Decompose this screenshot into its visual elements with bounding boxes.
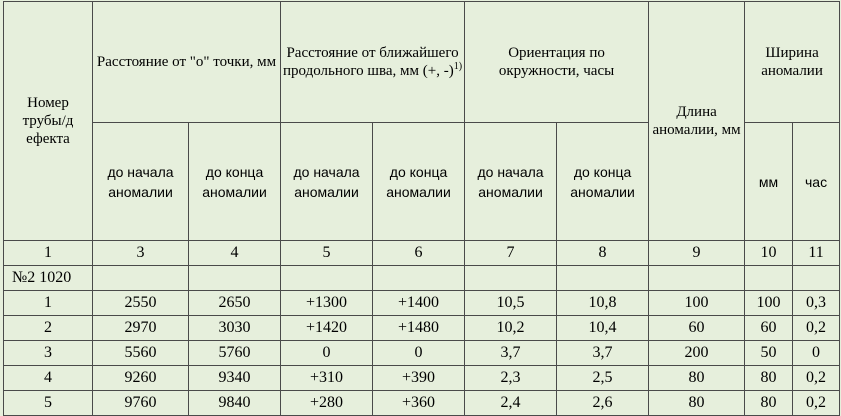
header-orientation: Ориентация по окружности, часы	[465, 2, 649, 123]
table-cell: 3	[4, 341, 93, 366]
table-cell: +1300	[281, 291, 373, 316]
column-number: 1	[4, 241, 93, 266]
table-cell: 10,2	[465, 316, 557, 341]
column-number: 10	[745, 241, 793, 266]
header-width: Ширина аномалии	[745, 2, 840, 123]
column-number-row	[4, 241, 840, 266]
sub-width-hour: час	[793, 123, 840, 241]
table-cell: 2550	[93, 291, 189, 316]
column-number: 11	[793, 241, 840, 266]
table-cell: 0,2	[793, 391, 840, 416]
column-number: 9	[649, 241, 745, 266]
table-cell: 200	[649, 341, 745, 366]
table-cell: 0	[281, 341, 373, 366]
table-row	[4, 291, 840, 316]
table-cell: 5560	[93, 341, 189, 366]
table-cell: 5	[4, 391, 93, 416]
column-number: 8	[557, 241, 649, 266]
table-cell: 9760	[93, 391, 189, 416]
table-row	[4, 391, 840, 416]
table-row	[4, 366, 840, 391]
section-row	[4, 266, 840, 291]
table-cell: 9840	[189, 391, 281, 416]
header-distance-o: Расстояние от "о" точки, мм	[93, 2, 281, 123]
table-cell: 2,5	[557, 366, 649, 391]
table-cell: 80	[649, 366, 745, 391]
table-cell: 5760	[189, 341, 281, 366]
column-number: 7	[465, 241, 557, 266]
data-rows	[4, 291, 840, 416]
column-number: 3	[93, 241, 189, 266]
table-cell: +1420	[281, 316, 373, 341]
header-row	[4, 2, 840, 123]
table-cell: 0,2	[793, 316, 840, 341]
anomaly-table	[3, 1, 840, 416]
table-cell: 1	[4, 291, 93, 316]
sub-width-mm: мм	[745, 123, 793, 241]
table-cell: 0,3	[793, 291, 840, 316]
column-number: 4	[189, 241, 281, 266]
header-length: Длина аномалии, мм	[649, 2, 745, 241]
table-cell: 80	[745, 366, 793, 391]
table-cell: 2,3	[465, 366, 557, 391]
table-cell: 2970	[93, 316, 189, 341]
sub-end-seam: до конца аномалии	[373, 123, 465, 241]
table-cell: +1400	[373, 291, 465, 316]
table-cell: 2650	[189, 291, 281, 316]
table-cell: 2,4	[465, 391, 557, 416]
table-cell: 100	[745, 291, 793, 316]
header-distance-seam	[281, 2, 465, 123]
sub-end-distance: до конца аномалии	[189, 123, 281, 241]
table-cell: +360	[373, 391, 465, 416]
table-cell: 2	[4, 316, 93, 341]
table-cell: 50	[745, 341, 793, 366]
table-cell: 10,8	[557, 291, 649, 316]
table-cell: 0,2	[793, 366, 840, 391]
table-cell: +310	[281, 366, 373, 391]
table-cell: 60	[745, 316, 793, 341]
table-cell: 0	[373, 341, 465, 366]
footnote-marker: 1)	[453, 61, 463, 72]
table-row	[4, 341, 840, 366]
sub-start-distance: до начала аномалии	[93, 123, 189, 241]
table-cell: 3,7	[557, 341, 649, 366]
header-distance-seam-text: Расстояние от ближайшего продольного шва, мм (+, -)	[283, 45, 459, 79]
table-cell: 2,6	[557, 391, 649, 416]
table-cell: 4	[4, 366, 93, 391]
table-row	[4, 316, 840, 341]
table-cell: 80	[745, 391, 793, 416]
table-cell: 9340	[189, 366, 281, 391]
column-number: 6	[373, 241, 465, 266]
table-cell: +280	[281, 391, 373, 416]
table-cell: 10,5	[465, 291, 557, 316]
sub-start-orientation: до начала аномалии	[465, 123, 557, 241]
section-label: №2 1020	[4, 266, 93, 291]
table-cell: +390	[373, 366, 465, 391]
table-cell: 0	[793, 341, 840, 366]
table-cell: 3030	[189, 316, 281, 341]
header-pipe-no: Номер трубы/д ефекта	[4, 2, 93, 241]
sub-end-orientation: до конца аномалии	[557, 123, 649, 241]
table-cell: +1480	[373, 316, 465, 341]
table-cell: 9260	[93, 366, 189, 391]
column-number: 5	[281, 241, 373, 266]
table-cell: 100	[649, 291, 745, 316]
table-cell: 3,7	[465, 341, 557, 366]
sub-start-seam: до начала аномалии	[281, 123, 373, 241]
table-cell: 60	[649, 316, 745, 341]
table-cell: 80	[649, 391, 745, 416]
table-cell: 10,4	[557, 316, 649, 341]
